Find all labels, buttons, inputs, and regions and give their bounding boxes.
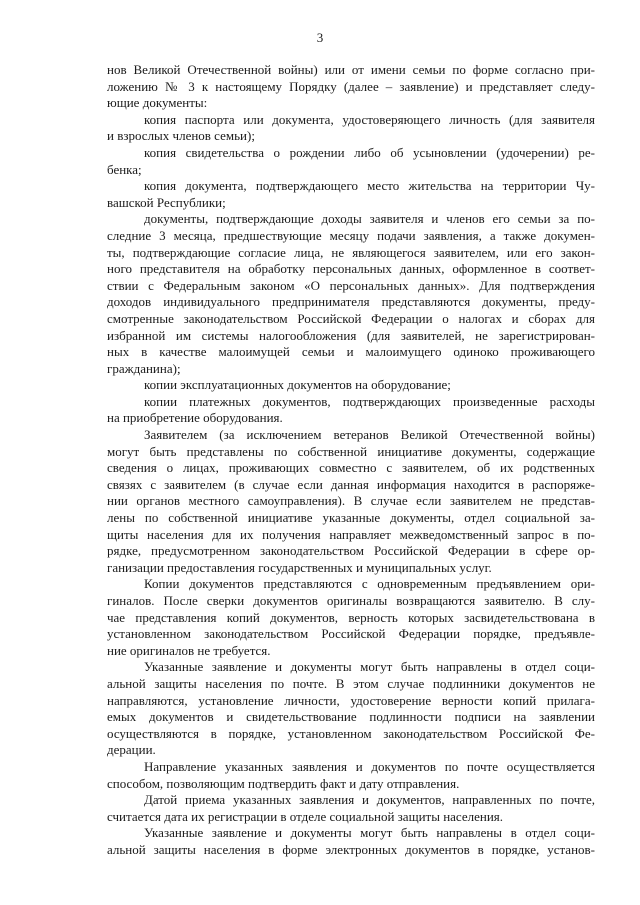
text-line: дерации. xyxy=(107,742,156,758)
text-line: считается дата их регистрации в отделе социальной защиты населения. xyxy=(107,808,504,824)
text-line: ложению № 3 к настоящему Порядку (далее – заявление) и представляет следу- xyxy=(107,78,595,94)
text-line: ты, подтверждающие согласие лица, не являющегося заявителем, или его закон- xyxy=(107,244,595,260)
text-line: установленном законодательством Российской Федерации порядке, предъявле- xyxy=(107,626,595,642)
text-line: Указанные заявление и документы могут быть направлены в отдел соци- xyxy=(144,825,595,841)
text-line: копия документа, подтверждающего место жительства на территории Чу- xyxy=(144,178,595,194)
text-line: Заявителем (за исключением ветеранов Великой Отечественной войны) xyxy=(144,427,595,443)
text-line: Направление указанных заявления и документов по почте осуществляется xyxy=(144,758,595,774)
text-line: нии органов местного самоуправления). В случае если заявителем не представ- xyxy=(107,493,595,509)
text-line: и взрослых членов семьи); xyxy=(107,128,255,144)
text-line: ганизации предоставления государственных и муниципальных услуг. xyxy=(107,559,492,575)
text-line: лены по собственной инициативе указанные документы, отдел социальной за- xyxy=(107,510,595,526)
text-line: могут быть представлены по собственной инициативе документы, содержащие xyxy=(107,443,595,459)
text-line: копия паспорта или документа, удостоверяющего личность (для заявителя xyxy=(144,111,595,127)
text-line: ного представителя на обработку персональных данных, оформленное в соответ- xyxy=(107,261,595,277)
text-line: осуществляются в порядке, установленном законодательством Российской Фе- xyxy=(107,725,595,741)
text-line: копии платежных документов, подтверждающих произведенные расходы xyxy=(144,393,595,409)
body-text xyxy=(107,62,595,859)
text-line: документы, подтверждающие доходы заявителя и членов его семьи за по- xyxy=(144,211,595,227)
text-line: связях с заявителем (в случае если данная информация находится в распоряже- xyxy=(107,476,595,492)
text-line: избранной им системы налогообложения (для заявителей, не зарегистрирован- xyxy=(107,327,595,343)
text-line: Датой приема указанных заявления и документов, направленных по почте, xyxy=(144,792,595,808)
text-line: доходов индивидуального предпринимателя представляются документы, преду- xyxy=(107,294,595,310)
text-line: копии эксплуатационных документов на оборудование; xyxy=(144,377,451,393)
text-line: емых документов и свидетельствование подлинности подписи на заявлении xyxy=(107,709,595,725)
text-line: рядке, предусмотренном законодательством Российской Федерации в сфере ор- xyxy=(107,543,595,559)
text-line: способом, позволяющим подтвердить факт и дату отправления. xyxy=(107,775,460,791)
text-line: на приобретение оборудования. xyxy=(107,410,283,426)
text-line: вашской Республики; xyxy=(107,194,226,210)
text-line: Копии документов представляются с одновременным предъявлением ори- xyxy=(144,576,595,592)
text-line: копия свидетельства о рождении либо об усыновлении (удочерении) ре- xyxy=(144,144,595,160)
text-line: Указанные заявление и документы могут быть направлены в отдел соци- xyxy=(144,659,595,675)
text-line: чае представления копий документов, верность которых засвидетельствована в xyxy=(107,609,595,625)
page-number: 3 xyxy=(316,30,324,45)
text-line: бенка; xyxy=(107,161,142,177)
text-line: альной защиты населения по почте. В этом случае подлинники документов не xyxy=(107,675,595,691)
text-line: ющие документы: xyxy=(107,95,208,111)
text-line: направляются, установление личности, удостоверение верности копий прилага- xyxy=(107,692,595,708)
text-line: сведения о лицах, проживающих совместно с заявителем, об их родственных xyxy=(107,460,595,476)
text-line: ние оригиналов не требуется. xyxy=(107,642,271,658)
text-line: ствии с Федеральным законом «О персональных данных». Для подтверждения xyxy=(107,277,595,293)
text-line: нов Великой Отечественной войны) или от имени семьи по форме согласно при- xyxy=(107,62,595,77)
text-line: смотренные законодательством Российской Федерации о налогах и сборах для xyxy=(107,310,595,326)
text-line: следние 3 месяца, предшествующие месяцу подачи заявления, а также докумен- xyxy=(107,227,595,243)
text-line: щиты населения для их получения направляет межведомственный запрос в по- xyxy=(107,526,595,542)
text-line: альной защиты населения в форме электронных документов в порядке, установ- xyxy=(107,841,595,857)
text-line: гражданина); xyxy=(107,360,181,376)
text-line: гиналов. После сверки документов оригиналы возвращаются заявителю. В слу- xyxy=(107,593,595,608)
text-line: ных в качестве малоимущей семьи и малоимущего одиноко проживающего xyxy=(107,344,595,360)
